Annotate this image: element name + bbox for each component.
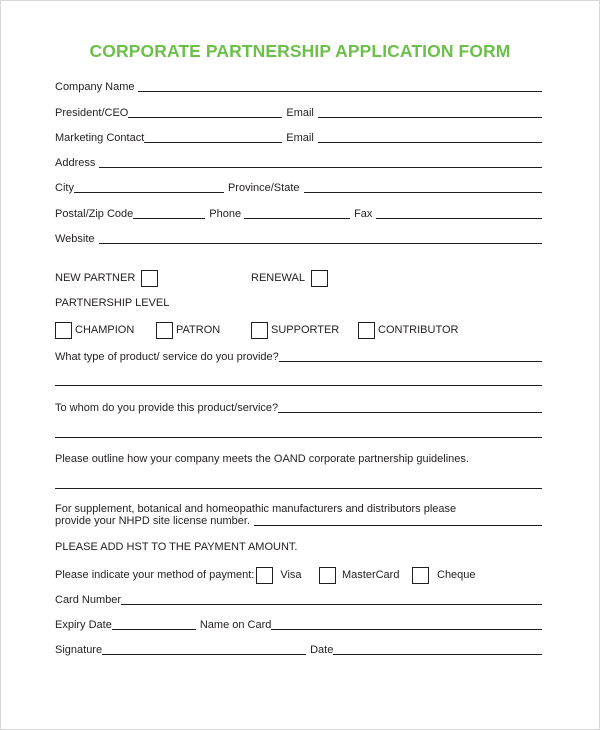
product-service-row (55, 350, 542, 364)
renewal-label: RENEWAL (251, 272, 305, 284)
outline-field[interactable] (55, 488, 542, 489)
address-label: Address (55, 157, 96, 169)
to-whom-field[interactable] (278, 412, 542, 413)
expiry-row (55, 618, 542, 632)
renewal-checkbox[interactable] (311, 270, 328, 287)
patron-checkbox[interactable] (156, 322, 173, 339)
president-field[interactable] (128, 117, 282, 118)
visa-checkbox[interactable] (256, 567, 273, 584)
contributor-label: CONTRIBUTOR (378, 324, 459, 336)
payment-method-row (55, 566, 542, 584)
contributor-checkbox[interactable] (358, 322, 375, 339)
to-whom-row (55, 401, 542, 415)
partner-type-row (55, 269, 542, 287)
cheque-label: Cheque (437, 569, 476, 581)
new-partner-label: NEW PARTNER (55, 272, 136, 284)
postal-label: Postal/Zip Code (55, 208, 134, 220)
website-row (55, 232, 542, 246)
payment-method-label: Please indicate your method of payment: (55, 569, 255, 581)
card-number-label: Card Number (55, 594, 122, 606)
address-field[interactable] (99, 167, 542, 168)
mastercard-label: MasterCard (342, 569, 400, 581)
name-on-card-field[interactable] (271, 629, 542, 630)
nhpd-row (55, 514, 542, 528)
visa-label: Visa (280, 569, 302, 581)
email-label: Email (286, 107, 314, 119)
product-service-label: What type of product/ service do you provide? (55, 351, 279, 363)
champion-checkbox[interactable] (55, 322, 72, 339)
fax-label: Fax (354, 208, 373, 220)
supporter-label: SUPPORTER (271, 324, 340, 336)
president-row (55, 106, 542, 120)
city-field[interactable] (74, 192, 224, 193)
postal-field[interactable] (133, 218, 205, 219)
outline-question: Please outline how your company meets the OAND corporate partnership guidelines. (55, 453, 469, 465)
city-row (55, 181, 542, 195)
province-label: Province/State (227, 182, 300, 194)
card-number-row (55, 593, 542, 607)
mastercard-checkbox[interactable] (319, 567, 336, 584)
patron-label: PATRON (176, 324, 221, 336)
phone-field[interactable] (244, 218, 350, 219)
website-label: Website (55, 233, 95, 245)
email-label-2: Email (286, 132, 314, 144)
signature-field[interactable] (102, 654, 306, 655)
email-field-2[interactable] (318, 142, 542, 143)
supplement-text-line-1: For supplement, botanical and homeopathic manufacturers and distributors please (55, 503, 457, 515)
card-number-field[interactable] (121, 604, 542, 605)
company-name-row (55, 80, 542, 94)
expiry-label: Expiry Date (55, 619, 112, 631)
name-on-card-label: Name on Card (199, 619, 272, 631)
hst-notice: PLEASE ADD HST TO THE PAYMENT AMOUNT. (55, 541, 298, 553)
to-whom-label: To whom do you provide this product/service? (55, 402, 279, 414)
to-whom-field-line-2[interactable] (55, 437, 542, 438)
marketing-label: Marketing Contact (55, 132, 145, 144)
marketing-row (55, 131, 542, 145)
signature-label: Signature (55, 644, 103, 656)
city-label: City (55, 182, 74, 194)
product-service-field-line-2[interactable] (55, 385, 542, 386)
partnership-level-heading: PARTNERSHIP LEVEL (55, 297, 170, 309)
company-name-field[interactable] (138, 91, 542, 92)
supplement-text-line-2: provide your NHPD site license number. (55, 515, 251, 527)
signature-row (55, 643, 542, 657)
president-label: President/CEO (55, 107, 129, 119)
email-field[interactable] (318, 117, 542, 118)
expiry-field[interactable] (112, 629, 196, 630)
date-label: Date (310, 644, 334, 656)
marketing-field[interactable] (144, 142, 282, 143)
date-field[interactable] (333, 654, 542, 655)
supporter-checkbox[interactable] (251, 322, 268, 339)
nhpd-license-field[interactable] (254, 525, 542, 526)
province-field[interactable] (304, 192, 543, 193)
champion-label: CHAMPION (75, 324, 135, 336)
product-service-field[interactable] (279, 361, 542, 362)
cheque-checkbox[interactable] (412, 567, 429, 584)
phone-label: Phone (209, 208, 242, 220)
partnership-level-options (55, 321, 542, 339)
postal-row (55, 207, 542, 221)
address-row (55, 156, 542, 170)
company-name-label: Company Name (55, 81, 135, 93)
form-title: CORPORATE PARTNERSHIP APPLICATION FORM (89, 41, 511, 61)
website-field[interactable] (99, 243, 542, 244)
fax-field[interactable] (376, 218, 542, 219)
new-partner-checkbox[interactable] (141, 270, 158, 287)
